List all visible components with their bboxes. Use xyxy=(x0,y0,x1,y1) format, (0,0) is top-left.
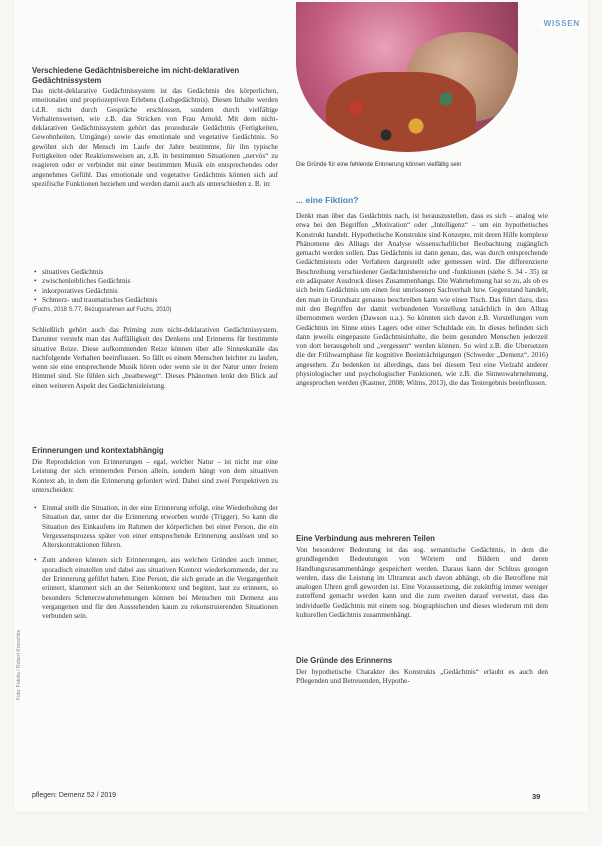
photo-credit: Foto: Fotolia / Robert Kneschke xyxy=(16,629,22,700)
right-heading-1: ... eine Fiktion? xyxy=(296,195,359,205)
section-tag: WISSEN xyxy=(540,18,584,29)
footer-journal: pflegen: Demenz 52 / 2019 xyxy=(32,792,117,799)
left-heading-1: Verschiedene Gedächtnisbereiche im nicht-deklarativen Gedächtnissystem xyxy=(32,66,240,85)
left-bullet-list-2 xyxy=(32,504,278,622)
left-paragraph-3: Die Reproduktion von Erinnerungen – egal, welcher Natur – ist nicht nur eine Leistung der sich erinnernden Person allein, sondern hängt von dem situativen Kontext ab, in dem die Erinnerung gefordert wird. Dabei sind zwei Perspektiven zu unterscheiden: xyxy=(32,458,278,494)
list-item: • zwischenleibliches Gedächtnis xyxy=(32,277,278,286)
photo-caption: Die Gründe für eine fehlende Erinnerung können vielfältig sein xyxy=(296,162,462,168)
list-item: • Einmal stellt die Situation, in der eine Erinnerung erfolgt, eine Wiederholung der Situation dar, unter der die Erinnerung erworben wurde (Trigger). So kann die Situation des Einkaufens im Rahmen der körperlichen bei einer Person, die ein Vergessensprozess später von einer entsprechende Erinnerung auslösen und so Alterskontraktionen führen. xyxy=(32,504,278,550)
list-item: • inkorporatives Gedächtnis xyxy=(32,287,278,296)
left-heading-2: Erinnerungen und kontextabhängig xyxy=(32,446,164,455)
page-number: 39 xyxy=(532,792,541,801)
list-item: • Schmerz- und traumatisches Gedächtnis xyxy=(32,296,278,305)
left-source-note: (Fuchs, 2018 S.77, Bezugsrahmen auf Fuchs, 2010) xyxy=(32,307,172,313)
left-bullet-list-1 xyxy=(32,268,278,305)
right-heading-2: Eine Verbindung aus mehreren Teilen xyxy=(296,534,435,543)
right-paragraph-1: Denkt man über das Gedächtnis nach, ist herauszustellen, dass es sich – analog wie etwa bei den Begriffen „Motivation“ oder „Intelligenz“ – um ein hypothetisches Konstrukt handelt. Hypothetische Konstrukte sind Konzepte, mit deren Hilfe komplexe Phänomene des Alltags der Analyse wissenschaftlicher Beobachtung zugänglich gemacht werden sollen. Das Gedächtnis ist dann genau, das, was durch entsprechende Gedächtnistests oder Verfahren dargestellt oder gemessen wird. Die differenzierte Beschreibung verschiedener Gedächtnisbereiche und -funktionen (siehe S. 34 - 35) ist ein adäquater Ausdruck dieses Zusammenhangs. Die Wahrnehmung hat so zu, als ob es sich beim Gedächtnis um einen fest umrissenen Sachverhalt bzw. Gegenstand handelt, den man in Grundsatz genauso beschreiben kann wie einen Tisch. Das führt dazu, dass mit den Begriffen der damit verbundenen Vorstellung tatsächlich in den Alltag übernommen werden (Dawson u.a.). So könnten sich davon z.B. Vorstellungen vom Gedächtnis im Sinne eines Lagers oder einer Schublade ein. In dieses befinden sich dann jeweils eingepasste Gedächtnisinhalte, die beim gesunden Menschen jederzeit von dort herausgeholt und „vergessen“ werden können. So wird z.B. die Ubersetzen die der Frühwarnphase für kognitive Beeinträchtigungen (Schweder „Demenz“, 2016) angesehen. Zu bedenken ist allerdings, dass bei diesem Test eine Vielzahl anderer physiologischer und psychologischer Funktionen, wie z.B. die Sinneswahrnehmung, angesprochen werden (Kastner, 2008; Wilms, 2013), die das Testergebnis beeinflussen. xyxy=(296,212,548,388)
list-item: • Zum anderen können sich Erinnerungen, aus welchen Gründen auch immer, sporadisch einstellen und dabei aus situativen Kontext wiederkommende, der zu der Erinnerung geführt haben. Eine Person, die sich gerade an die Vergangenheit erinnert, klammert sich an der Seitenkontext und beginnt, laut zu erinnern, so besonders Schmerzwahrnehmungen können bei Menschen mit Demenz aus vergangenen und für den Ausstehenden kaum zu rekonstruierenden Situationen verbunden sein. xyxy=(32,556,278,621)
right-paragraph-3: Der hypothetische Charakter des Konstrukts „Gedächtnis“ erlaubt es auch den Pflegenden und Betreuenden, Hypothe- xyxy=(296,668,548,686)
list-item: • situatives Gedächtnis xyxy=(32,268,278,277)
right-paragraph-2: Von besonderer Bedeutung ist das sog. semantische Gedächtnis, in dem die grundlegenden Bedeutungen von Wörtern und Bildern und deren Handlungszusammenhänge gespeichert werden. Daraus kann der Schluss gezogen werden, dass die Leistung im Ultramrat auch davon abhängt, ob die Betroffene mit analogen Uhren groß geworden ist. Eine Voraussetzung, die zukünftig immer weniger zutreffend gemacht werden kann und die zum zweiten darauf verweist, dass das individuelle Gedächtnis mit einem sog. biographischen und dieses wiederum mit dem kulturellen Gedächtnis zusammenhängt. xyxy=(296,546,548,620)
left-paragraph-2: Schließlich gehört auch das Priming zum nicht-deklarativen Gedächtnissystem. Darunter versteht man das Auffälligkeit des Denkens und Erinnerns für bestimmte situative Reize. Diese aufkommenden Reize können über alle Sinneskanäle das nachfolgende Verhalten beeinflussen. So fällt es einem Menschen leichter zu laufen, wenn sie eine entsprechende Musik hören oder wenn sie in der Natur unter freiem Himmel sind. Sie fühlen sich „beatbewegt“. Dieses Phänomen lenkt den Blick auf einen weiteren Aspekt des Gedächtnisleistung. xyxy=(32,326,278,390)
right-heading-3: Die Gründe des Erinnerns xyxy=(296,656,393,665)
knitting-yarn-shape xyxy=(326,72,476,152)
left-paragraph-1: Das nicht-deklarative Gedächtnissystem ist das Gedächtnis des körperlichen, emotionalen und propriozeptiven Erlebens (Leibgedächtnis). Diesen Inhalte werden i.d.R. nicht durch Gespräche erschlossen, sondern durch vielfältige Verhaltensweisen, wie z.B. das Stricken von Frau Arnold. Mit dem nicht-deklarativen Gedächtnissystem gehört das prozedurale Gedächtnis (Fertigkeiten, Gewohnheiten, Umgänge) sowie das emotionale und vegetative Gedächtnis. So gewöhnt sich der Mensch im Laufe der Jahre bestimmte, für ihn typische Fertigkeiten oder Reaktionsweisen an, z.B. in bestimmten Situationen „nervös“ zu reagieren oder er verbindet mit einer bestimmten Musik ein entsprechendes oder angenehmes Gefühl. Das emotionale und vegetative Gedächtnis können sich auf spezifische Funktionen beziehen und werden damit auch als unterschieden z. B. in: xyxy=(32,87,278,188)
